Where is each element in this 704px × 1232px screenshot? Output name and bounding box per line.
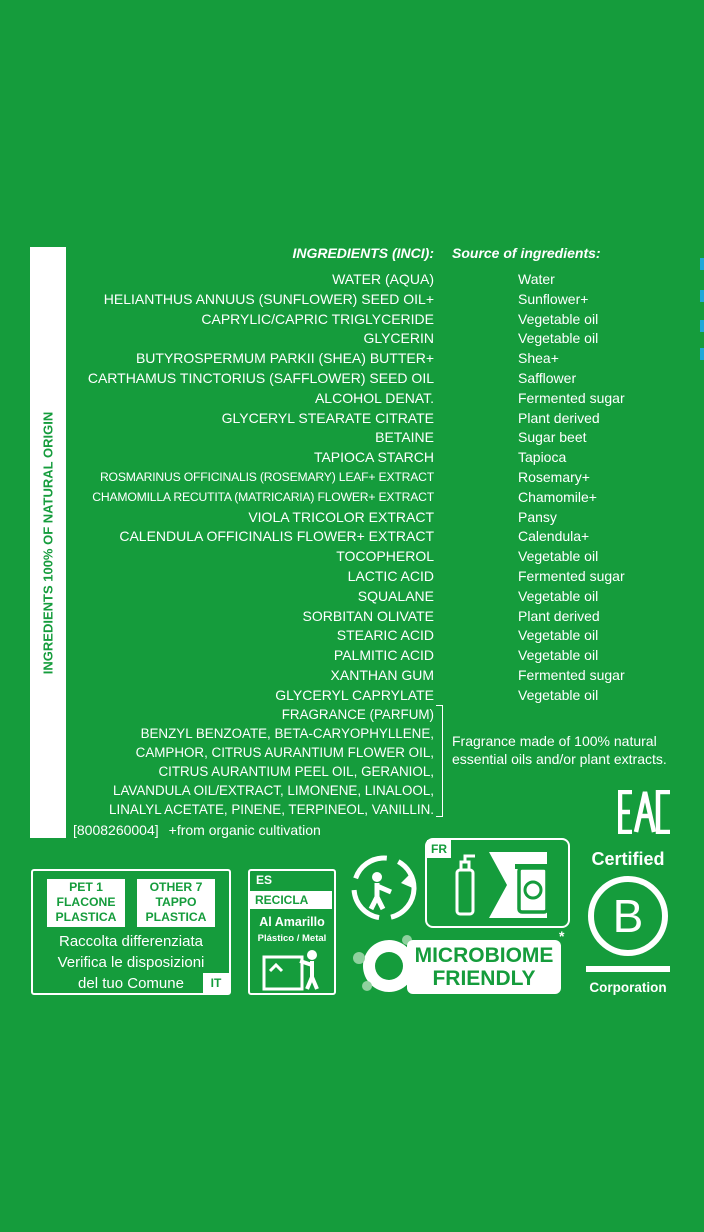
ingredient-row <box>66 607 704 627</box>
pill-line: PET 1 <box>69 880 103 894</box>
ingredient-source: Rosemary+ <box>518 468 590 485</box>
ingredient-source: Chamomile+ <box>518 488 597 505</box>
organic-note: +from organic cultivation <box>168 822 321 838</box>
fragrance-allergen-line: LAVANDULA OIL/EXTRACT, LIMONENE, LINALOOL, <box>113 783 434 798</box>
ingredient-name: TAPIOCA STARCH <box>313 449 434 466</box>
ingredient-row <box>66 310 704 330</box>
ingredient-row <box>66 428 704 448</box>
fragrance-allergen-line: LINALYL ACETATE, PINENE, TERPINEOL, VANILLIN. <box>109 802 434 817</box>
footnote <box>73 822 321 838</box>
ingredient-row <box>66 270 704 290</box>
pill-line: PLASTICA <box>145 910 207 924</box>
bcorp-corporation-label: Corporation <box>589 980 667 995</box>
microbiome-line: FRIENDLY <box>432 967 536 990</box>
ingredient-source: Fermented sugar <box>518 567 625 584</box>
ingredient-name: SQUALANE <box>357 587 434 604</box>
recycle-bin-person-icon <box>260 947 326 991</box>
it-text-line: Verifica le disposizioni <box>57 954 205 971</box>
inci-header: INGREDIENTS (INCI): <box>292 245 434 261</box>
pill-line: TAPPO <box>155 895 197 909</box>
ingredient-source: Water <box>518 271 555 287</box>
country-badge-it: IT <box>203 973 229 993</box>
ingredient-source: Plant derived <box>518 409 600 426</box>
ingredient-name: GLYCERYL STEARATE CITRATE <box>221 409 434 426</box>
ingredient-source: Plant derived <box>518 607 600 624</box>
ingredient-source: Calendula+ <box>518 528 590 545</box>
ingredient-row <box>66 329 704 349</box>
it-text-line: del tuo Comune <box>78 975 184 992</box>
recicla-band: RECICLA <box>250 891 332 909</box>
es-material-label: Plástico / Metal <box>257 933 327 944</box>
natural-origin-band <box>30 247 66 838</box>
fragrance-allergen-line: BENZYL BENZOATE, BETA-CARYOPHYLLENE, <box>140 726 434 741</box>
recycling-it-box <box>31 869 231 995</box>
ingredient-name: VIOLA TRICOLOR EXTRACT <box>248 508 434 525</box>
recycling-fr-box <box>425 838 570 928</box>
ingredient-source: Vegetable oil <box>518 548 599 565</box>
recycling-it-text <box>33 931 229 994</box>
tidyman-recycle-icon <box>349 853 419 923</box>
ingredient-name: BETAINE <box>375 429 434 446</box>
ingredient-source: Vegetable oil <box>518 310 599 327</box>
eac-conformity-icon <box>618 790 672 834</box>
country-badge-fr: FR <box>427 840 451 858</box>
ingredient-row <box>66 448 704 468</box>
ingredient-name: WATER (AQUA) <box>332 271 434 287</box>
it-text-line: Raccolta differenziata <box>59 933 203 950</box>
pill-line: OTHER 7 <box>149 880 203 894</box>
bcorp-certified-label: Certified <box>591 849 665 869</box>
ingredient-name: TOCOPHEROL <box>336 548 434 565</box>
ingredient-name: ALCOHOL DENAT. <box>314 389 434 406</box>
ingredient-name: GLYCERIN <box>363 330 434 347</box>
microbiome-asterisk: * <box>559 928 565 944</box>
ingredient-name: LACTIC ACID <box>347 567 434 584</box>
ingredient-source: Vegetable oil <box>518 627 599 644</box>
ingredient-row <box>66 389 704 409</box>
source-header: Source of ingredients: <box>452 245 601 261</box>
pill-line: PLASTICA <box>55 910 117 924</box>
ingredient-source: Vegetable oil <box>518 587 599 604</box>
fragrance-block <box>109 705 434 819</box>
microbiome-line: MICROBIOME <box>414 944 554 967</box>
edge-mark <box>700 258 704 270</box>
microbiome-friendly-badge <box>349 928 571 1000</box>
ingredient-row <box>66 468 704 488</box>
ingredient-name: CARTHAMUS TINCTORIUS (SAFFLOWER) SEED OIL <box>87 369 434 386</box>
ingredient-source: Sunflower+ <box>518 290 589 307</box>
ingredient-row <box>66 626 704 646</box>
ingredient-source: Fermented sugar <box>518 666 625 683</box>
ingredient-name: XANTHAN GUM <box>330 666 434 683</box>
ingredient-name: SORBITAN OLIVATE <box>302 607 434 624</box>
ingredient-source: Vegetable oil <box>518 686 599 703</box>
recycling-es-box <box>248 869 336 995</box>
fragrance-source: Fragrance made of 100% natural essential oils and/or plant extracts. <box>452 733 667 767</box>
ingredient-row <box>66 369 704 389</box>
ingredient-source: Tapioca <box>518 449 567 466</box>
bcorp-letter: B <box>612 890 644 942</box>
ingredient-name: BUTYROSPERMUM PARKII (SHEA) BUTTER+ <box>135 350 434 367</box>
ingredient-source: Vegetable oil <box>518 330 599 347</box>
cap-pill <box>137 879 215 927</box>
ingredient-row <box>66 666 704 686</box>
ingredient-name: ROSMARINUS OFFICINALIS (ROSEMARY) LEAF+ EXTRACT <box>99 469 434 484</box>
fragrance-allergen-line: CITRUS AURANTIUM PEEL OIL, GERANIOL, <box>158 764 434 779</box>
ingredient-source: Shea+ <box>518 350 559 367</box>
natural-origin-label: INGREDIENTS 100% OF NATURAL ORIGIN <box>40 411 56 675</box>
ingredient-source: Sugar beet <box>518 429 587 446</box>
fragrance-allergen-line: CAMPHOR, CITRUS AURANTIUM FLOWER OIL, <box>135 745 434 760</box>
ingredient-source: Pansy <box>518 508 557 525</box>
ingredient-row <box>66 409 704 429</box>
ingredient-row <box>66 527 704 547</box>
pill-line: FLACONE <box>56 895 116 909</box>
ingredient-source: Vegetable oil <box>518 647 599 664</box>
es-bin-label: Al Amarillo <box>259 915 325 929</box>
ingredient-row <box>66 290 704 310</box>
ingredient-name: STEARIC ACID <box>336 627 434 644</box>
ingredient-name: GLYCERYL CAPRYLATE <box>275 686 434 703</box>
pet-bottle-pill <box>47 879 125 927</box>
product-code: [8008260004] <box>73 822 159 838</box>
ingredient-list <box>66 270 704 706</box>
ingredient-row <box>66 567 704 587</box>
ingredient-row <box>66 508 704 528</box>
ingredient-name: HELIANTHUS ANNUUS (SUNFLOWER) SEED OIL+ <box>103 290 434 307</box>
fragrance-title: FRAGRANCE (PARFUM) <box>281 707 434 722</box>
bcorp-logo-icon <box>584 872 672 976</box>
ingredient-source: Fermented sugar <box>518 389 625 406</box>
ingredient-row <box>66 587 704 607</box>
ingredient-row <box>66 686 704 706</box>
ingredient-row <box>66 547 704 567</box>
ingredient-source: Safflower <box>518 369 577 386</box>
ingredient-row <box>66 646 704 666</box>
fr-sorting-info-icon <box>427 840 568 926</box>
microbiome-text <box>407 940 561 994</box>
ingredient-name: CAPRYLIC/CAPRIC TRIGLYCERIDE <box>201 310 434 327</box>
ingredient-row <box>66 349 704 369</box>
ingredient-name: PALMITIC ACID <box>333 647 434 664</box>
bcorp-certification <box>582 848 674 1000</box>
country-badge-es: ES <box>256 873 273 887</box>
fragrance-bracket <box>436 705 443 817</box>
ingredient-row <box>66 488 704 508</box>
ingredient-name: CALENDULA OFFICINALIS FLOWER+ EXTRACT <box>119 528 434 545</box>
ingredient-name: CHAMOMILLA RECUTITA (MATRICARIA) FLOWER+ EXTRACT <box>92 489 434 504</box>
